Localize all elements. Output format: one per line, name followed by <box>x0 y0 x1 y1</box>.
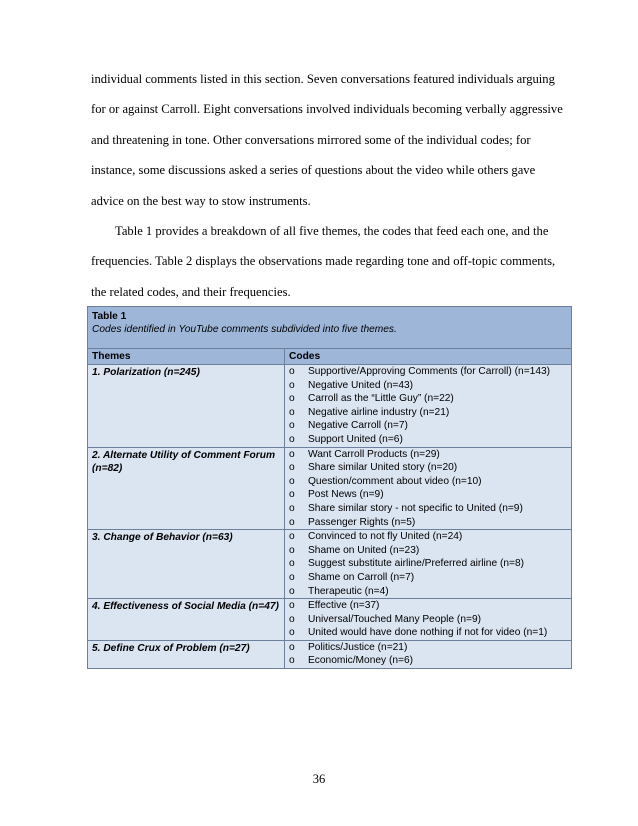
bullet-icon: o <box>289 585 295 597</box>
code-text: Shame on Carroll (n=7) <box>308 571 415 583</box>
list-item <box>285 448 571 462</box>
body-paragraph-1: individual comments listed in this section. Seven conversations featured individuals arguing for or against Carroll. Eight conversations involved individuals becoming verbally aggressive and threatening in tone. Other conversations mirrored some of the individual codes; for instance, some discussions asked a series of questions about the video while others gave advice on the best way to stow instruments. <box>91 72 563 208</box>
bullet-icon: o <box>289 600 295 612</box>
list-item <box>285 433 571 447</box>
bullet-icon: o <box>289 613 295 625</box>
bullet-icon: o <box>289 475 295 487</box>
list-item <box>285 544 571 558</box>
bullet-icon: o <box>289 489 295 501</box>
list-item <box>285 641 571 655</box>
bullet-icon: o <box>289 516 295 528</box>
page-number: 36 <box>312 772 326 786</box>
list-item <box>285 365 571 379</box>
list-item <box>285 557 571 571</box>
list-item <box>285 502 571 516</box>
codes-cell <box>285 365 572 448</box>
bullet-icon: o <box>289 379 295 391</box>
code-text: Effective (n=37) <box>308 600 380 612</box>
code-text: Share similar United story (n=20) <box>308 462 458 474</box>
body-paragraph-2: Table 1 provides a breakdown of all five themes, the codes that feed each one, and the frequencies. Table 2 displays the observations made regarding tone and off-topic comments, the related codes, and their frequencies. <box>91 224 556 299</box>
list-item <box>285 379 571 393</box>
code-text: Shame on United (n=23) <box>308 544 420 556</box>
list-item <box>285 530 571 544</box>
code-text: Universal/Touched Many People (n=9) <box>308 613 481 625</box>
table-row <box>88 530 572 599</box>
codes-list <box>285 599 571 640</box>
bullet-icon: o <box>289 571 295 583</box>
code-text: Economic/Money (n=6) <box>308 655 414 667</box>
codes-list <box>285 448 571 530</box>
bullet-icon: o <box>289 502 295 514</box>
bullet-icon: o <box>289 448 295 460</box>
bullet-icon: o <box>289 366 295 377</box>
bullet-icon: o <box>289 462 295 474</box>
theme-rows <box>88 365 572 669</box>
bullet-icon: o <box>289 544 295 556</box>
code-text: Negative airline industry (n=21) <box>308 406 450 418</box>
table-row <box>88 365 572 448</box>
table-caption <box>88 307 572 349</box>
code-text: Politics/Justice (n=21) <box>308 641 408 653</box>
theme-cell: 2. Alternate Utility of Comment Forum (n=82) <box>88 447 285 530</box>
code-text: Negative Carroll (n=7) <box>308 420 408 432</box>
themes-table <box>87 306 572 669</box>
list-item <box>285 654 571 668</box>
list-item <box>285 585 571 599</box>
bullet-icon: o <box>289 627 295 639</box>
list-item <box>285 419 571 433</box>
list-item <box>285 488 571 502</box>
header-themes: Themes <box>88 349 285 365</box>
list-item <box>285 475 571 489</box>
list-item <box>285 406 571 420</box>
codes-cell <box>285 599 572 641</box>
code-text: Supportive/Approving Comments (for Carroll) (n=143) <box>308 366 551 377</box>
theme-cell: 4. Effectiveness of Social Media (n=47) <box>88 599 285 641</box>
header-codes: Codes <box>285 349 572 365</box>
table-1 <box>87 306 571 669</box>
theme-cell: 3. Change of Behavior (n=63) <box>88 530 285 599</box>
bullet-icon: o <box>289 641 295 653</box>
list-item <box>285 571 571 585</box>
list-item <box>285 516 571 530</box>
code-text: Carroll as the “Little Guy” (n=22) <box>308 393 454 405</box>
code-text: United would have done nothing if not for video (n=1) <box>308 627 548 639</box>
codes-cell <box>285 447 572 530</box>
codes-list <box>285 365 571 447</box>
table-label: Table 1 <box>92 311 127 322</box>
bullet-icon: o <box>289 393 295 405</box>
code-text: Suggest substitute airline/Preferred airline (n=8) <box>308 558 525 570</box>
bullet-icon: o <box>289 558 295 570</box>
table-caption-text: Codes identified in YouTube comments subdivided into five themes. <box>92 324 397 335</box>
list-item <box>285 613 571 627</box>
bullet-icon: o <box>289 433 295 445</box>
code-text: Passenger Rights (n=5) <box>308 516 416 528</box>
bullet-icon: o <box>289 420 295 432</box>
code-text: Support United (n=6) <box>308 433 403 445</box>
list-item <box>285 392 571 406</box>
codes-cell <box>285 530 572 599</box>
code-text: Post News (n=9) <box>308 489 384 501</box>
code-text: Convinced to not fly United (n=24) <box>308 531 463 543</box>
code-text: Share similar story - not specific to United (n=9) <box>308 502 523 514</box>
code-text: Question/comment about video (n=10) <box>308 475 482 487</box>
table-row <box>88 447 572 530</box>
theme-cell: 5. Define Crux of Problem (n=27) <box>88 640 285 668</box>
codes-list <box>285 530 571 598</box>
code-text: Therapeutic (n=4) <box>308 585 389 597</box>
code-text: Want Carroll Products (n=29) <box>308 448 440 460</box>
code-text: Negative United (n=43) <box>308 379 414 391</box>
theme-cell: 1. Polarization (n=245) <box>88 365 285 448</box>
table-row <box>88 640 572 668</box>
table-row <box>88 599 572 641</box>
list-item <box>285 626 571 640</box>
bullet-icon: o <box>289 531 295 543</box>
list-item <box>285 461 571 475</box>
bullet-icon: o <box>289 655 295 667</box>
list-item <box>285 599 571 613</box>
codes-list <box>285 641 571 668</box>
bullet-icon: o <box>289 406 295 418</box>
codes-cell <box>285 640 572 668</box>
